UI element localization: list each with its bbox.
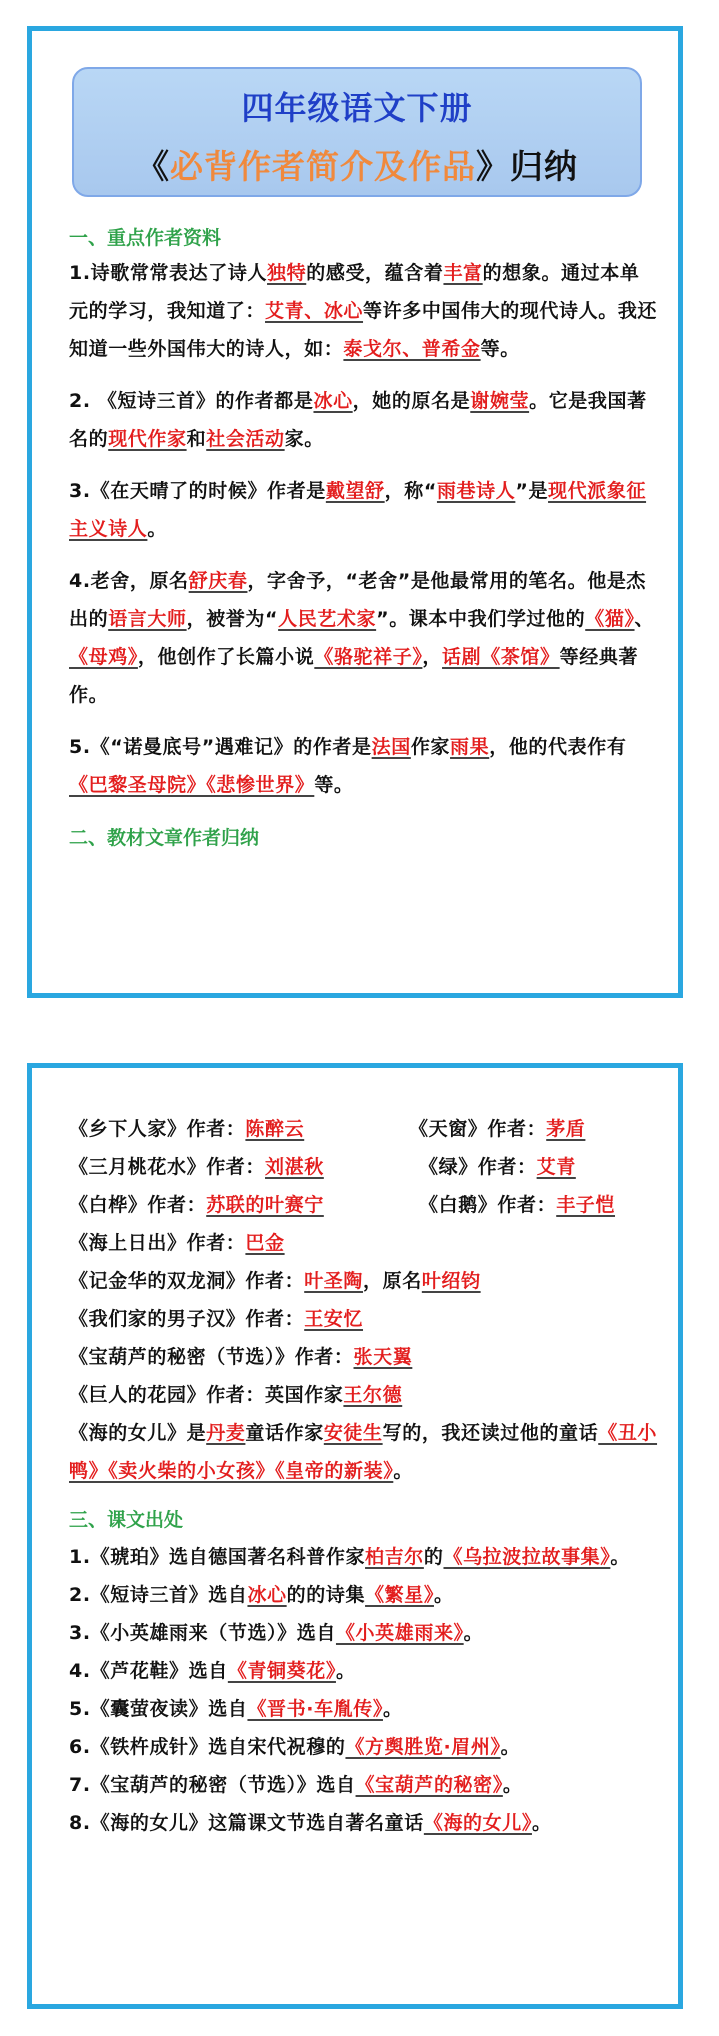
keyword: 人民艺术家: [278, 608, 377, 630]
author-row: [69, 1262, 658, 1300]
keyword: 话剧《茶馆》: [442, 646, 560, 668]
text: 。: [335, 1660, 356, 1682]
text: ，: [422, 646, 443, 668]
text: 等许多中国伟大的现代诗人。我还知道一些外国伟大的诗人，如：: [69, 300, 658, 360]
keyword: 《巴黎圣母院》《悲惨世界》: [69, 774, 315, 796]
author-pair-row: [69, 1186, 658, 1224]
keyword: 《宝葫芦的秘密》: [355, 1774, 503, 1796]
keyword: 丰富: [443, 262, 483, 284]
source-item-4: [69, 1652, 658, 1690]
keyword: 《乌拉波拉故事集》: [443, 1546, 611, 1568]
source-item-5: [69, 1690, 658, 1728]
text: 4.《芦花鞋》选自: [69, 1660, 228, 1682]
keyword: 《海的女儿》: [423, 1812, 532, 1834]
section1-heading: 一、重点作者资料: [69, 227, 222, 249]
keyword: 现代作家: [108, 428, 187, 450]
source-item-8: [69, 1804, 658, 1842]
text: 的感受，蕴含着: [306, 262, 444, 284]
work-title: 《巨人的花园》作者：英国作家: [69, 1384, 344, 1406]
text: ”是: [515, 480, 549, 502]
title-banner: [72, 67, 642, 197]
keyword: 丹麦: [206, 1422, 246, 1444]
author-name: 巴金: [245, 1232, 285, 1254]
text: ，他的代表作有: [489, 736, 627, 758]
source-item-7: [69, 1766, 658, 1804]
keyword: 《青铜葵花》: [227, 1660, 336, 1682]
author-name: 艾青: [536, 1156, 576, 1178]
keyword: 雨果: [450, 736, 490, 758]
keyword: 《方舆胜览·眉州》: [345, 1736, 501, 1758]
keyword: 雨巷诗人: [436, 480, 516, 502]
text: 、: [634, 608, 655, 630]
author-name: 王尔德: [343, 1384, 403, 1406]
author-row: [69, 1300, 658, 1338]
keyword: 谢婉莹: [470, 390, 530, 412]
text: 童话作家: [245, 1422, 324, 1444]
keyword: 现代派象征主义诗人: [69, 480, 647, 540]
keyword: 安徒生: [323, 1422, 383, 1444]
para-4: [69, 562, 658, 714]
work-title: 《宝葫芦的秘密（节选）》作者：: [69, 1346, 354, 1368]
text: 。: [433, 1584, 454, 1606]
text: ，他创作了长篇小说: [137, 646, 315, 668]
para-5: [69, 728, 658, 804]
source-item-2: [69, 1576, 658, 1614]
text: 3.《小英雄雨来（节选）》选自: [69, 1622, 336, 1644]
keyword: 冰心: [313, 390, 353, 412]
author-name: 刘湛秋: [265, 1156, 324, 1178]
keyword: 语言大师: [108, 608, 187, 630]
text: ”。课本中我们学过他的: [376, 608, 586, 630]
keyword: 泰戈尔、普希金: [343, 338, 481, 360]
text: 2.《短诗三首》选自: [69, 1584, 248, 1606]
work-title: 《白桦》作者：: [69, 1194, 207, 1216]
text: 等。: [314, 774, 354, 796]
work-title: 《我们家的男子汉》作者：: [69, 1308, 305, 1330]
text: 。: [502, 1774, 523, 1796]
text: 的想象。通过本单元的学习，我知道了：: [69, 262, 640, 322]
keyword: 《母鸡》: [69, 646, 138, 668]
work-title: 《绿》作者：: [419, 1156, 537, 1178]
text: ，称“: [384, 480, 437, 502]
author-row: [69, 1376, 658, 1414]
author-name: 张天翼: [353, 1346, 413, 1368]
text: 1.《琥珀》选自德国著名科普作家: [69, 1546, 366, 1568]
keyword: 独特: [267, 262, 307, 284]
text: 6.《铁杵成针》选自宋代祝穆的: [69, 1736, 346, 1758]
keyword: 《丑小鸭》《卖火柴的小女孩》《皇帝的新装》: [69, 1422, 658, 1482]
text: 和: [186, 428, 207, 450]
text: 7.《宝葫芦的秘密（节选）》选自: [69, 1774, 356, 1796]
text: 5.《“诺曼底号”遇难记》的作者是: [69, 736, 372, 758]
author-name: 叶圣陶: [304, 1270, 364, 1292]
keyword: 《小英雄雨来》: [335, 1622, 464, 1644]
keyword: 法国: [371, 736, 411, 758]
para-2: [69, 382, 658, 458]
text: 。: [500, 1736, 521, 1758]
text: 8.《海的女儿》这篇课文节选自著名童话: [69, 1812, 424, 1834]
text: 的: [423, 1546, 444, 1568]
text: 。: [382, 1698, 403, 1720]
para-1: [69, 254, 658, 368]
text: 。: [147, 518, 168, 540]
text: 家。: [284, 428, 324, 450]
keyword: 戴望舒: [325, 480, 385, 502]
text: 1.诗歌常常表达了诗人: [69, 262, 268, 284]
text: ，她的原名是: [352, 390, 471, 412]
text: 《海的女儿》是: [69, 1422, 207, 1444]
author-pair-row: [69, 1148, 658, 1186]
author-row: [69, 1338, 658, 1376]
text: 。: [393, 1460, 413, 1482]
text: 等经典著作。: [69, 646, 639, 706]
text: 4.老舍，原名: [69, 570, 189, 592]
work-title: 《三月桃花水》作者：: [69, 1156, 266, 1178]
author-row: [69, 1224, 658, 1262]
keyword: 社会活动: [206, 428, 285, 450]
text: 的的诗集: [286, 1584, 366, 1606]
text: 3.《在天晴了的时候》作者是: [69, 480, 326, 502]
text: 。: [610, 1546, 630, 1568]
author-name: 丰子恺: [556, 1194, 616, 1216]
source-item-3: [69, 1614, 658, 1652]
section1-content: [69, 226, 658, 850]
work-title: 《白鹅》作者：: [419, 1194, 557, 1216]
top-card: [27, 26, 683, 998]
bottom-card: [27, 1063, 683, 2009]
author-name: 陈醉云: [245, 1118, 305, 1140]
text: ，原名: [363, 1270, 422, 1292]
keyword: 《骆驼祥子》: [314, 646, 423, 668]
source-item-1: [69, 1538, 658, 1576]
author-name: 叶绍钧: [421, 1270, 481, 1292]
text: 作家: [410, 736, 451, 758]
text: 写的，我还读过他的童话: [382, 1422, 599, 1444]
title-line2: [74, 141, 640, 188]
andersen-para: [69, 1414, 658, 1490]
keyword: 《晋书·车胤传》: [247, 1698, 383, 1720]
title-open: 《: [136, 147, 170, 186]
keyword: 舒庆春: [188, 570, 248, 592]
author-name: 苏联的叶赛宁: [206, 1194, 324, 1216]
author-pair-row: [69, 1110, 658, 1148]
title-highlight: 必背作者简介及作品: [170, 147, 476, 186]
keyword: 冰心: [247, 1584, 287, 1606]
text: 。它是我国著名的: [69, 390, 647, 450]
work-title: 《海上日出》作者：: [69, 1232, 246, 1254]
section3-heading: 三、课文出处: [69, 1509, 184, 1531]
text: 。: [463, 1622, 484, 1644]
text: 2. 《短诗三首》的作者都是: [69, 390, 314, 412]
section2-content: [69, 1110, 658, 1842]
keyword: 《猫》: [585, 608, 635, 630]
title-close: 》归纳: [476, 147, 578, 186]
author-name: 王安忆: [304, 1308, 364, 1330]
source-item-6: [69, 1728, 658, 1766]
work-title: 《记金华的双龙洞》作者：: [69, 1270, 305, 1292]
text: ，被誉为“: [186, 608, 279, 630]
keyword: 《繁星》: [365, 1584, 434, 1606]
work-title: 《乡下人家》作者：: [69, 1118, 246, 1140]
work-title: 《天窗》作者：: [409, 1118, 547, 1140]
para-3: [69, 472, 658, 548]
text: 5.《囊萤夜读》选自: [69, 1698, 248, 1720]
section2-heading: 二、教材文章作者归纳: [69, 827, 260, 849]
text: ，字舍予，“老舍”是他最常用的笔名。他是杰出的: [69, 570, 647, 630]
keyword: 柏吉尔: [365, 1546, 424, 1568]
keyword: 艾青、冰心: [265, 300, 364, 322]
author-name: 茅盾: [546, 1118, 586, 1140]
text: 等。: [480, 338, 520, 360]
title-line1: 四年级语文下册: [241, 89, 473, 127]
text: 。: [531, 1812, 552, 1834]
